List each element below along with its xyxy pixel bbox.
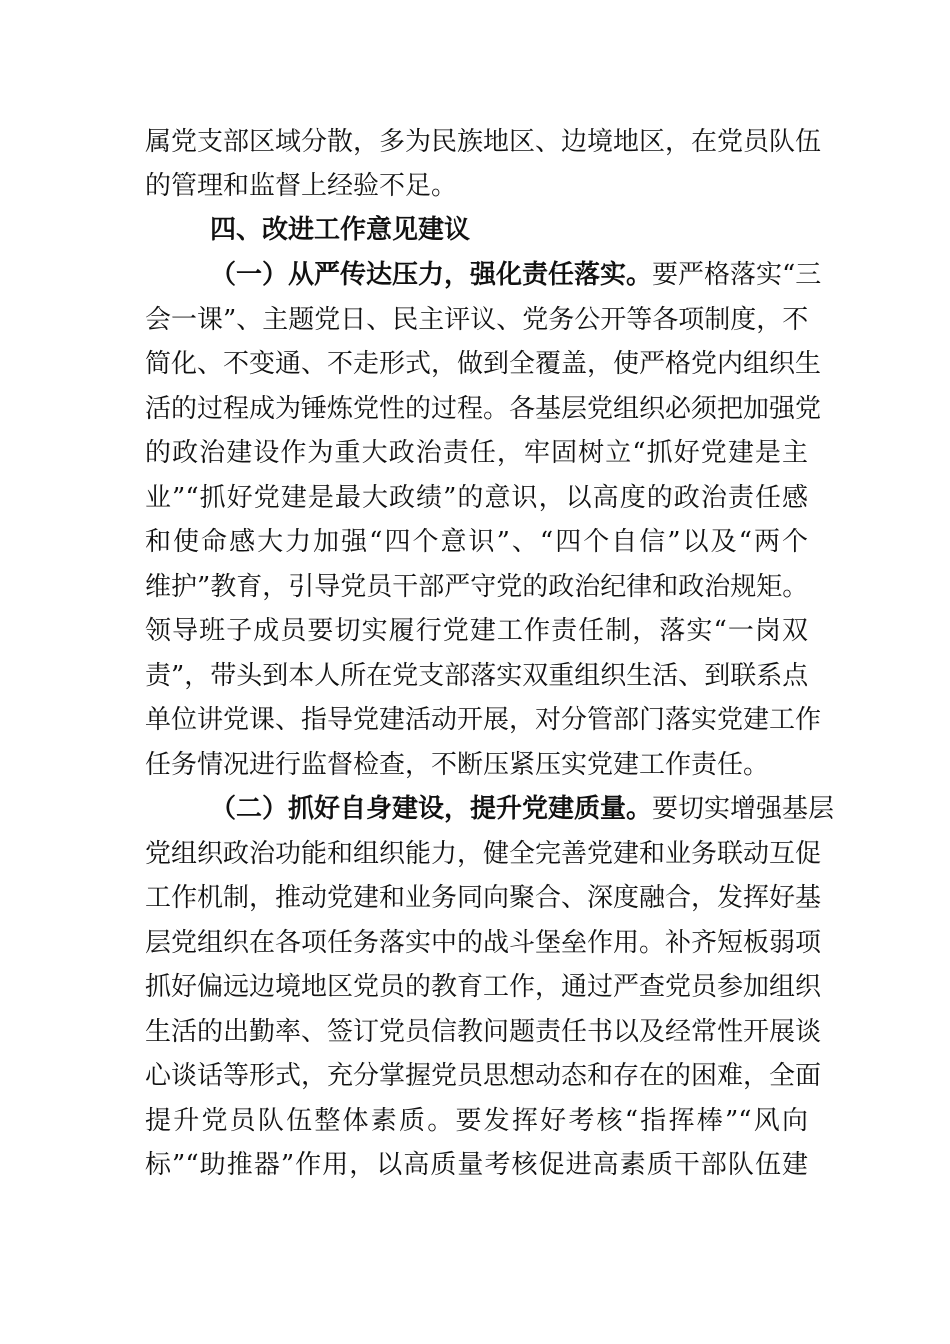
body-line: 属党支部区域分散，多为民族地区、边境地区，在党员队伍 <box>145 127 822 157</box>
body-line: 责”，带头到本人所在党支部落实双重组织生活、到联系点 <box>145 661 809 691</box>
subsection-title: （二）抓好自身建设，提升党建质量。 <box>210 794 653 824</box>
body-line: 任务情况进行监督检查，不断压紧压实党建工作责任。 <box>145 750 770 780</box>
body-line: 和使命感大力加强“四个意识”、“四个自信”以及“两个 <box>145 527 808 557</box>
body-line: 的政治建设作为重大政治责任，牢固树立“抓好党建是主 <box>145 438 808 468</box>
section-heading: 四、改进工作意见建议 <box>210 215 471 245</box>
body-line: 活的过程成为锤炼党性的过程。各基层党组织必须把加强党 <box>145 394 822 424</box>
subsection-title: （一）从严传达压力，强化责任落实。 <box>210 260 653 290</box>
subsection-first-line <box>210 787 835 831</box>
body-line: 心谈话等形式，充分掌握党员思想动态和存在的困难，全面 <box>145 1061 822 1091</box>
body-line: 抓好偏远边境地区党员的教育工作，通过严查党员参加组织 <box>145 972 822 1002</box>
body-line: 的管理和监督上经验不足。 <box>145 171 458 201</box>
body-line: 业”“抓好党建是最大政绩”的意识，以高度的政治责任感 <box>145 483 808 513</box>
body-line: 党组织政治功能和组织能力，健全完善党建和业务联动互促 <box>145 839 822 869</box>
body-line: 单位讲党课、指导党建活动开展，对分管部门落实党建工作 <box>145 705 822 735</box>
body-text: 要切实增强基层 <box>652 794 835 824</box>
body-text: 要严格落实“三 <box>652 260 822 290</box>
body-line: 工作机制，推动党建和业务同向聚合、深度融合，发挥好基 <box>145 883 822 913</box>
body-line: 维护”教育，引导党员干部严守党的政治纪律和政治规矩。 <box>145 572 809 602</box>
body-line: 标”“助推器”作用，以高质量考核促进高素质干部队伍建 <box>145 1150 808 1180</box>
subsection-first-line <box>210 253 822 297</box>
body-line: 领导班子成员要切实履行党建工作责任制，落实“一岗双 <box>145 616 808 646</box>
body-line: 生活的出勤率、签订党员信教问题责任书以及经常性开展谈 <box>145 1017 822 1047</box>
body-line: 层党组织在各项任务落实中的战斗堡垒作用。补齐短板弱项 <box>145 928 822 958</box>
body-line: 提升党员队伍整体素质。要发挥好考核“指挥棒”“风向 <box>145 1106 808 1136</box>
body-line: 会一课”、主题党日、民主评议、党务公开等各项制度，不 <box>145 305 809 335</box>
body-line: 简化、不变通、不走形式，做到全覆盖，使严格党内组织生 <box>145 349 822 379</box>
